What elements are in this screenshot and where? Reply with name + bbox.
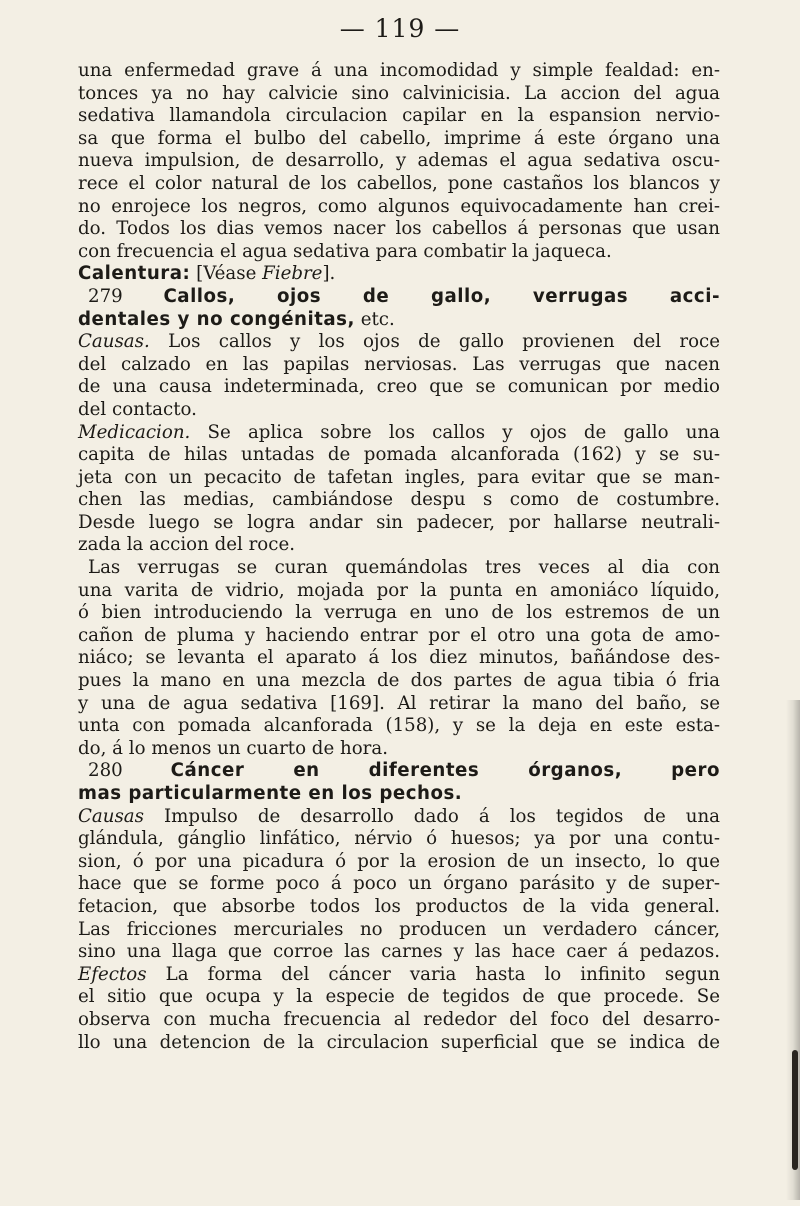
text-line: una enfermedad grave á una incomodidad y simple fealdad: en- xyxy=(78,60,720,81)
page-number: — 119 — xyxy=(339,14,461,43)
text-line: y una de agua sedativa [169]. Al retirar la mano del baño, se xyxy=(78,692,720,714)
causas-279-first xyxy=(78,331,720,354)
text-line: niáco; se levanta el aparato á los diez minutos, bañándose des- xyxy=(78,647,720,669)
calentura-ref-open: [Véase xyxy=(196,263,263,285)
text-line: no enrojece los negros, como algunos equivocadamente han crei- xyxy=(78,195,720,217)
binding-mark xyxy=(792,1050,798,1170)
section-title: mas particularmente en los pechos. xyxy=(78,783,463,804)
causas-280-first xyxy=(78,806,720,829)
text-line: ó bien introduciendo la verruga en uno de los estremos de un xyxy=(78,602,720,624)
text-line: do. Todos los dias vemos nacer los cabellos á personas que usan xyxy=(78,218,720,240)
text-line: glándula, gánglio linfático, nérvio ó huesos; ya por una contu- xyxy=(78,828,720,850)
text-line: sino una llaga que corroe las carnes y las hace caer á pedazos. xyxy=(78,941,720,963)
text-line: sa que forma el bulbo del cabello, imprime á este órgano una xyxy=(78,127,720,149)
text-line: pues la mano en una mezcla de dos partes de agua tibia ó fria xyxy=(78,670,720,692)
paragraph-text: Impulso de desarrollo dado á los tegidos de una xyxy=(143,805,720,827)
text-line: llo una detencion de la circulacion superficial que se indica de xyxy=(78,1031,720,1053)
medicacion-first xyxy=(78,422,720,445)
calentura-entry xyxy=(78,263,720,286)
text-line: capita de hilas untadas de pomada alcanforada (162) y se su- xyxy=(78,444,720,466)
text-line: tonces ya no hay calvicie sino calvinicisia. La accion del agua xyxy=(78,82,720,104)
text-line: del contacto. xyxy=(78,398,197,420)
text-line: nueva impulsion, de desarrollo, y ademas el agua sedativa oscu- xyxy=(78,150,720,172)
paragraph-label: Causas. xyxy=(78,331,150,353)
section-279-heading-cont xyxy=(78,309,720,332)
calentura-ref: Fiebre xyxy=(262,263,323,285)
section-number: 279 xyxy=(88,285,123,307)
text-line: jeta con un pecacito de tafetan ingles, para evitar que se man- xyxy=(78,466,720,488)
paragraph-label: Efectos xyxy=(78,963,147,985)
text-line: una varita de vidrio, mojada por la punta en amoniáco líquido, xyxy=(78,579,720,601)
section-title: Callos, ojos de gallo, verrugas acci- xyxy=(163,285,720,307)
page-text xyxy=(78,60,720,1054)
section-279-heading xyxy=(78,286,720,309)
text-line: Las verrugas se curan quemándolas tres veces al dia con xyxy=(88,557,720,579)
text-line: zada la accion del roce. xyxy=(78,534,295,556)
calentura-ref-close: ]. xyxy=(322,263,336,285)
section-title: Cáncer en diferentes órganos, pero xyxy=(170,760,720,782)
text-line: con frecuencia el agua sedativa para combatir la jaqueca. xyxy=(78,240,612,262)
text-line: el sitio que ocupa y la especie de tegidos de que procede. Se xyxy=(78,986,720,1008)
text-line: do, á lo menos un cuarto de hora. xyxy=(78,737,388,759)
text-line: chen las medias, cambiándose despu s como de costumbre. xyxy=(78,489,720,511)
text-line: rece el color natural de los cabellos, pone castaños los blancos y xyxy=(78,172,720,194)
efectos-first xyxy=(78,964,720,987)
section-title: dentales y no congénitas, xyxy=(78,308,355,330)
section-280-heading xyxy=(78,760,720,783)
text-line: sedativa llamandola circulacion capilar en la espansion nervio- xyxy=(78,105,720,127)
text-line: de una causa indeterminada, creo que se comunican por medio xyxy=(78,376,720,398)
text-line: unta con pomada alcanforada (158), y se la deja en este esta- xyxy=(78,715,720,737)
paragraph-label: Medicacion. xyxy=(78,421,191,443)
paragraph-text: La forma del cáncer varia hasta lo infinito segun xyxy=(146,963,720,985)
paragraph-text: Se aplica sobre los callos y ojos de gallo una xyxy=(190,421,720,443)
text-line: hace que se forme poco á poco un órgano parásito y de super- xyxy=(78,873,720,895)
text-line: fetacion, que absorbe todos los productos de la vida general. xyxy=(78,895,720,917)
paragraph-text: Los callos y los ojos de gallo provienen del roce xyxy=(149,331,720,353)
section-number: 280 xyxy=(88,760,123,782)
text-line: observa con mucha frecuencia al rededor del foco del desarro- xyxy=(78,1008,720,1030)
section-title-suffix: etc. xyxy=(354,308,395,330)
text-line: del calzado en las papilas nerviosas. Las verrugas que nacen xyxy=(78,353,720,375)
calentura-heading: Calentura: xyxy=(78,263,191,285)
text-line: cañon de pluma y haciendo entrar por el otro una gota de amo- xyxy=(78,624,720,646)
text-line: sion, ó por una picadura ó por la erosion de un insecto, lo que xyxy=(78,850,720,872)
section-280-heading-cont xyxy=(78,783,720,806)
paragraph-label: Causas xyxy=(78,805,144,827)
text-line: Desde luego se logra andar sin padecer, por hallarse neutrali- xyxy=(78,511,720,533)
text-line: Las fricciones mercuriales no producen un verdadero cáncer, xyxy=(78,918,720,940)
